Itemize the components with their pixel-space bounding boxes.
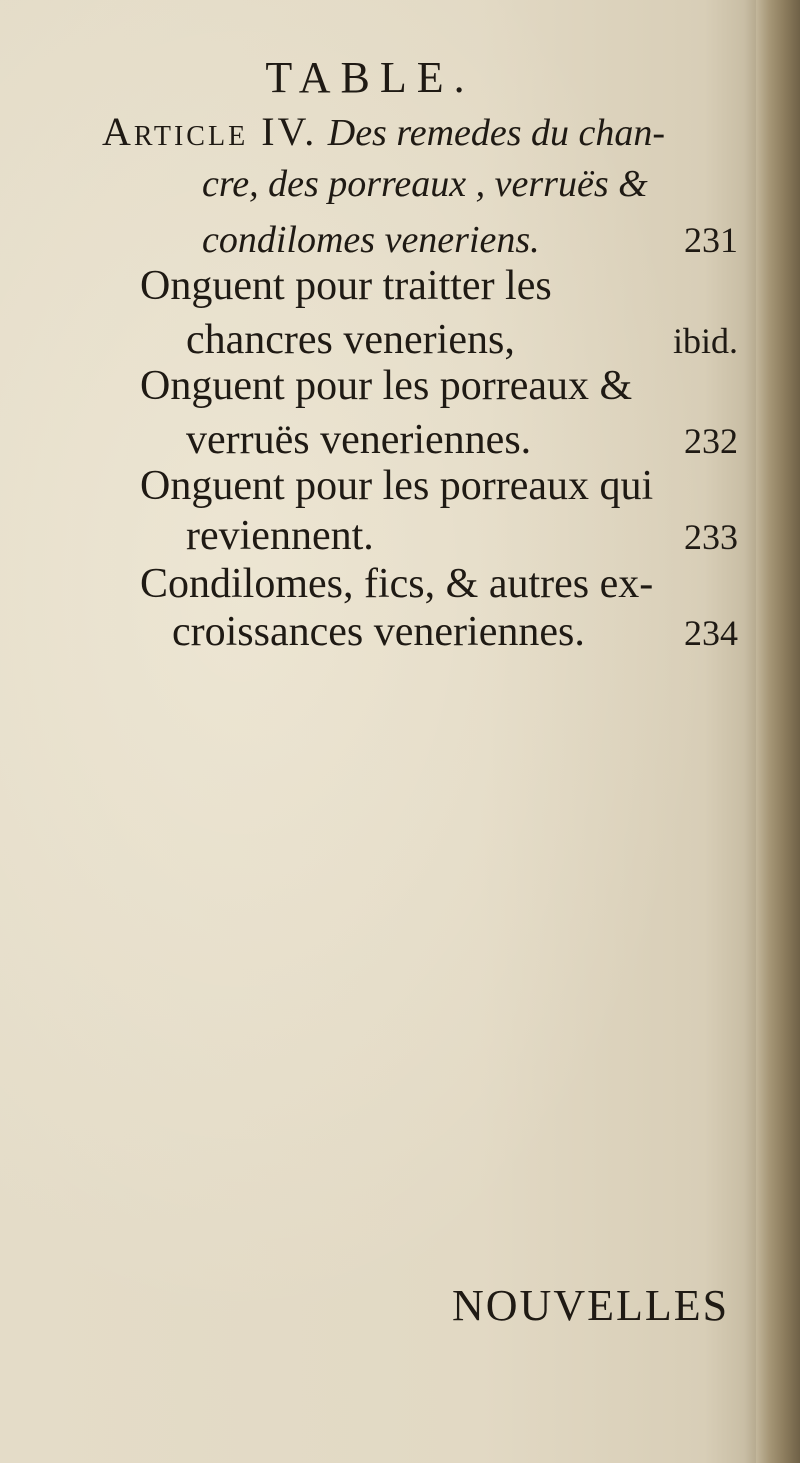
- entry-1-line-2: [186, 316, 738, 364]
- entry-2-line-1: [140, 362, 632, 410]
- entry-4-page-number: 234: [684, 613, 738, 653]
- article-label: Article IV.: [102, 109, 318, 154]
- entry-4-text-2: croissances veneriennes.: [172, 609, 585, 655]
- entry-2-line-2: [186, 416, 738, 464]
- catchword: NOUVELLES: [452, 1281, 730, 1330]
- entry-2-text-1: Onguent pour les porreaux &: [140, 363, 633, 409]
- book-fore-edge: [756, 0, 800, 1463]
- article-heading: [102, 108, 738, 156]
- entry-1-line-1: [140, 262, 738, 310]
- entry-2-text-2: verruës veneriennes.: [186, 417, 532, 463]
- article-title-line-1: Des remedes du chan-: [327, 112, 666, 154]
- article-title-line-3-row: [202, 218, 738, 262]
- entry-4-line-1: [140, 560, 653, 608]
- entry-4-line-2: [172, 608, 738, 656]
- article-page-number: 231: [684, 220, 738, 260]
- entry-1-page-number: ibid.: [672, 321, 738, 361]
- entry-2-page-number: 232: [684, 421, 738, 461]
- entry-1-text-1: Onguent pour traitter les: [140, 263, 552, 309]
- entry-3-page-number: 233: [684, 517, 738, 557]
- entry-1-text-2: chancres veneriens,: [186, 317, 515, 363]
- running-header: TABLE.: [265, 53, 475, 102]
- entry-3-text-1: Onguent pour les porreaux qui: [140, 463, 654, 509]
- article-title-line-2: cre, des porreaux , verruës &: [202, 163, 648, 205]
- entry-3-line-2: [186, 512, 738, 560]
- entry-4-text-1: Condilomes, fics, & autres ex-: [140, 561, 654, 607]
- entry-3-line-1: [140, 462, 653, 510]
- entry-3-text-2: reviennent.: [186, 513, 374, 559]
- article-title-line-3: condilomes veneriens.: [202, 219, 540, 261]
